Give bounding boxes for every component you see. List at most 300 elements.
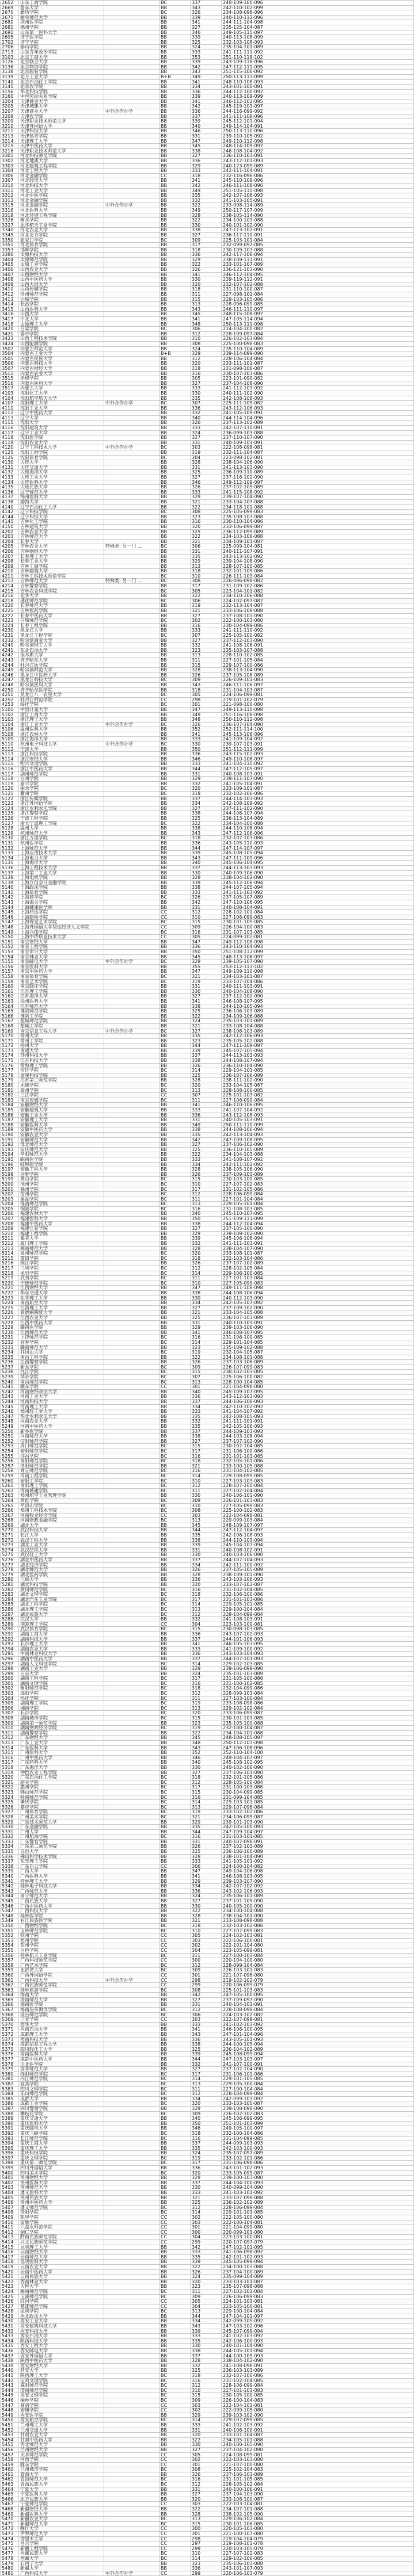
program-note-cell	[104, 1562, 159, 1568]
level-cell: CC	[159, 697, 191, 702]
table-row	[1, 292, 414, 297]
program-note-cell	[104, 771, 159, 777]
subject-scores-cell: 246-112-104-095	[222, 272, 414, 277]
program-note-cell: 中外合作办学	[104, 742, 159, 747]
school-name-cell: 广西科技大学	[19, 1978, 104, 1983]
school-code-cell: 5149	[1, 930, 19, 935]
school-name-cell: 河北环境工程学院	[19, 213, 104, 218]
subject-scores-cell: 237-109-097-090	[222, 1997, 414, 2002]
subject-scores-cell: 249-112-108-098	[222, 939, 414, 945]
level-cell: BC	[159, 979, 191, 984]
level-cell: BB	[159, 376, 191, 381]
school-name-cell: 内蒙古财经大学	[19, 366, 104, 371]
level-cell: BB	[159, 2269, 191, 2275]
program-note-cell	[104, 939, 159, 945]
table-row	[1, 811, 414, 816]
level-cell: BB	[159, 2338, 191, 2344]
school-name-cell: 重庆邮电大学	[19, 2126, 104, 2131]
table-row	[1, 2443, 414, 2448]
school-name-cell: 大理大学	[19, 2284, 104, 2290]
subject-scores-cell: 237-108-101-090	[222, 613, 414, 618]
subject-scores-cell: 234-103-101-087	[222, 974, 414, 979]
subject-scores-cell: 227-102-104-084	[222, 1488, 414, 1493]
table-row	[1, 1098, 414, 1103]
level-cell: BC	[159, 1696, 191, 1701]
program-note-cell	[104, 1231, 159, 1236]
table-row	[1, 2536, 414, 2541]
table-row	[1, 2378, 414, 2383]
school-name-cell: 南昌航空大学	[19, 1301, 104, 1306]
table-row	[1, 203, 414, 208]
score-cell: 306	[191, 2012, 222, 2017]
program-note-cell	[104, 1646, 159, 1652]
school-code-cell: 5370	[1, 2022, 19, 2027]
score-cell: 338	[191, 1538, 222, 1543]
table-row	[1, 1419, 414, 1424]
score-cell: 298	[191, 1978, 222, 1983]
score-cell: 305	[191, 2299, 222, 2304]
level-cell: BB	[159, 727, 191, 732]
school-name-cell: 湖北工程学院	[19, 1602, 104, 1607]
level-cell: BB	[159, 781, 191, 786]
score-cell: 316	[191, 1206, 222, 1211]
level-cell: BB	[159, 1997, 191, 2002]
program-note-cell	[104, 658, 159, 663]
score-cell: 313	[191, 653, 222, 658]
level-cell: BB	[159, 1063, 191, 1068]
score-cell: 334	[191, 1404, 222, 1409]
program-note-cell	[104, 905, 159, 910]
program-note-cell	[104, 1251, 159, 1256]
school-code-cell: 4202	[1, 529, 19, 534]
school-code-cell: 5333	[1, 1839, 19, 1844]
score-cell: 312	[191, 910, 222, 915]
subject-scores-cell: 233-104-105-088	[222, 1310, 414, 1316]
subject-scores-cell: 245-110-109-096	[222, 178, 414, 184]
score-cell: 333	[191, 49, 222, 55]
program-note-cell	[104, 64, 159, 70]
table-row	[1, 1048, 414, 1053]
score-cell: 333	[191, 762, 222, 767]
level-cell: BB	[159, 2566, 191, 2571]
school-code-cell: 5166	[1, 1014, 19, 1019]
program-note-cell	[104, 1612, 159, 1617]
school-code-cell: 5177	[1, 1068, 19, 1073]
school-code-cell: 5110	[1, 742, 19, 747]
program-note-cell	[104, 391, 159, 396]
school-code-cell: 5179	[1, 1078, 19, 1083]
subject-scores-cell: 229-102-106-085	[222, 2556, 414, 2561]
subject-scores-cell: 226-111-103-084	[222, 574, 414, 579]
subject-scores-cell: 227-107-102-083	[222, 2551, 414, 2556]
school-name-cell: 山西大学	[19, 312, 104, 317]
school-code-cell: 5150	[1, 935, 19, 940]
program-note-cell	[104, 1538, 159, 1543]
school-code-cell: 5405	[1, 2195, 19, 2200]
school-name-cell: 青海师范大学	[19, 2477, 104, 2482]
subject-scores-cell: 247-112-106-096	[222, 831, 414, 836]
table-row	[1, 653, 414, 658]
table-row	[1, 1602, 414, 1607]
school-code-cell: 4247	[1, 678, 19, 683]
school-name-cell: 安徽工业大学	[19, 1113, 104, 1118]
level-cell: BB	[159, 2106, 191, 2111]
program-note-cell	[104, 1686, 159, 1691]
school-code-cell: 5148	[1, 925, 19, 930]
school-name-cell: 安徽理工大学	[19, 1118, 104, 1123]
school-name-cell: 广东技术师范大学	[19, 1820, 104, 1825]
score-cell: 316	[191, 1335, 222, 1340]
school-code-cell: 5216	[1, 1261, 19, 1266]
subject-scores-cell: 241-111-111-092	[222, 49, 414, 55]
score-cell: 337	[191, 1053, 222, 1058]
program-note-cell	[104, 1261, 159, 1266]
school-name-cell: 桂林理工大学	[19, 1879, 104, 1884]
program-note-cell	[104, 386, 159, 391]
table-row	[1, 1217, 414, 1222]
level-cell: BB	[159, 1825, 191, 1830]
program-note-cell	[104, 1266, 159, 1271]
level-cell: BC	[159, 1508, 191, 1514]
level-cell: BB	[159, 1909, 191, 1914]
program-note-cell	[104, 653, 159, 658]
subject-scores-cell: 240-112-103-090	[222, 1295, 414, 1301]
school-name-cell: 安阳师范学院	[19, 1448, 104, 1454]
subject-scores-cell: 236-121-103-090	[222, 267, 414, 273]
table-row	[1, 282, 414, 287]
score-cell: 309	[191, 2398, 222, 2403]
level-cell: BB	[159, 2096, 191, 2101]
subject-scores-cell: 243-112-108-093	[222, 1113, 414, 1118]
table-row	[1, 1884, 414, 1889]
table-row	[1, 1775, 414, 1780]
program-note-cell	[104, 361, 159, 366]
school-name-cell: 天津职业技术师范大学	[19, 148, 104, 154]
table-row	[1, 2284, 414, 2290]
level-cell: BB	[159, 2319, 191, 2324]
subject-scores-cell: 240-101-104-090	[222, 2344, 414, 2349]
level-cell: BB	[159, 1528, 191, 1533]
program-note-cell	[104, 1696, 159, 1701]
school-code-cell: 4112	[1, 411, 19, 416]
level-cell: BB	[159, 1572, 191, 1577]
level-cell: CC	[159, 925, 191, 930]
score-cell: 320	[191, 524, 222, 529]
program-note-cell	[104, 2359, 159, 2364]
subject-scores-cell: 245-112-101-094	[222, 119, 414, 124]
level-cell: BB	[159, 49, 191, 55]
school-code-cell: 5135	[1, 861, 19, 866]
level-cell: BC	[159, 1790, 191, 1795]
program-note-cell	[104, 1716, 159, 1721]
school-name-cell: 上海电机学院	[19, 876, 104, 881]
school-name-cell: 河南中医药大学	[19, 1424, 104, 1430]
table-row	[1, 643, 414, 648]
level-cell: BC	[159, 2418, 191, 2423]
score-cell: 337	[191, 1400, 222, 1405]
level-cell: BB	[159, 767, 191, 772]
subject-scores-cell: 233-107-104-086	[222, 979, 414, 984]
program-note-cell	[104, 1335, 159, 1340]
score-cell: 342	[191, 2245, 222, 2250]
school-code-cell: 3301	[1, 154, 19, 159]
program-note-cell	[104, 435, 159, 441]
school-name-cell: 河南财经政法大学	[19, 1389, 104, 1394]
score-cell: 302	[191, 2457, 222, 2463]
school-name-cell: 延安大学	[19, 2368, 104, 2374]
score-cell: 334	[191, 1562, 222, 1568]
subject-scores-cell: 225-102-104-083	[222, 2467, 414, 2472]
program-note-cell	[104, 2413, 159, 2418]
subject-scores-cell: 249-105-100-097	[222, 2126, 414, 2131]
school-name-cell: 长治学院	[19, 302, 104, 307]
school-name-cell: 郑州航空工业管理学院	[19, 1493, 104, 1499]
program-note-cell	[104, 1899, 159, 1904]
program-note-cell	[104, 1948, 159, 1953]
school-code-cell: 4241	[1, 648, 19, 653]
school-code-cell: 5186	[1, 1113, 19, 1118]
subject-scores-cell: 242-108-109-092	[222, 801, 414, 807]
program-note-cell	[104, 2374, 159, 2379]
program-note-cell	[104, 1137, 159, 1142]
program-note-cell	[104, 895, 159, 900]
score-cell: 326	[191, 1844, 222, 1849]
level-cell: BC	[159, 1083, 191, 1088]
subject-scores-cell: 250-113-110-096	[222, 129, 414, 134]
subject-scores-cell: 222-104-101-081	[222, 2403, 414, 2408]
score-cell: 304	[191, 1948, 222, 1953]
score-cell: 299	[191, 1983, 222, 1988]
school-code-cell: 4117	[1, 430, 19, 435]
level-cell: BB	[159, 994, 191, 999]
school-code-cell: 5374	[1, 2042, 19, 2047]
program-note-cell	[104, 920, 159, 925]
table-row	[1, 1913, 414, 1918]
score-cell: 301	[191, 702, 222, 708]
table-row	[1, 2294, 414, 2299]
program-note-cell	[104, 415, 159, 421]
program-note-cell: 中外合作办学	[104, 1029, 159, 1034]
program-note-cell	[104, 49, 159, 55]
school-name-cell: 长春中医药大学	[19, 613, 104, 618]
program-note-cell	[104, 1874, 159, 1879]
school-name-cell: 西南医科大学	[19, 2052, 104, 2057]
table-row	[1, 598, 414, 603]
program-note-cell	[104, 2047, 159, 2052]
school-name-cell: 通化师范学院	[19, 598, 104, 603]
school-code-cell: 5317	[1, 1760, 19, 1765]
program-note-cell	[104, 2472, 159, 2477]
school-name-cell: 山西医科大学	[19, 307, 104, 312]
score-cell: 312	[191, 2482, 222, 2487]
school-name-cell: 南昌师范学院	[19, 1379, 104, 1385]
subject-scores-cell: 236-099-103-088	[222, 430, 414, 435]
score-cell: 332	[191, 1419, 222, 1424]
score-cell: 335	[191, 1424, 222, 1430]
program-note-cell	[104, 697, 159, 702]
score-cell: 314	[191, 1271, 222, 1276]
level-cell: BB	[159, 796, 191, 801]
school-name-cell: 西安科技大学	[19, 2329, 104, 2334]
school-code-cell: 4213	[1, 579, 19, 584]
school-code-cell: 5163	[1, 999, 19, 1004]
table-row	[1, 747, 414, 752]
score-cell: 324	[191, 346, 222, 351]
school-code-cell: 3140	[1, 79, 19, 85]
school-name-cell: 渤海大学	[19, 499, 104, 505]
score-cell: 320	[191, 1583, 222, 1588]
score-cell: 309	[191, 1968, 222, 1973]
program-note-cell	[104, 193, 159, 198]
subject-scores-cell: 239-103-107-090	[222, 1879, 414, 1884]
level-cell: BC	[159, 1068, 191, 1073]
table-row	[1, 2180, 414, 2185]
school-name-cell: 河北北方学院	[19, 232, 104, 238]
subject-scores-cell: 226-109-101-083	[222, 678, 414, 683]
subject-scores-cell: 246-111-110-097	[222, 307, 414, 312]
level-cell: BB	[159, 2141, 191, 2146]
school-name-cell: 武汉轻工大学	[19, 1553, 104, 1558]
program-note-cell	[104, 1834, 159, 1840]
score-cell: 321	[191, 2195, 222, 2200]
school-name-cell: 淮阴工学院	[19, 1014, 104, 1019]
school-code-cell: 5356	[1, 1953, 19, 1958]
level-cell: BC	[159, 2294, 191, 2299]
table-row	[1, 2210, 414, 2215]
score-cell: 333	[191, 169, 222, 174]
subject-scores-cell: 222-103-103-080	[222, 2457, 414, 2463]
school-code-cell: 3208	[1, 114, 19, 119]
score-cell: 341	[191, 1642, 222, 1647]
table-row	[1, 693, 414, 698]
program-note-cell	[104, 2467, 159, 2472]
school-name-cell: 上海体育学院	[19, 890, 104, 895]
level-cell: BB	[159, 954, 191, 960]
program-note-cell	[104, 1721, 159, 1726]
school-name-cell: 遵义医科大学	[19, 2191, 104, 2196]
program-note-cell	[104, 1122, 159, 1128]
score-cell: 306	[191, 327, 222, 332]
subject-scores-cell: 242-105-107-092	[222, 1301, 414, 1306]
school-code-cell: 5214	[1, 1251, 19, 1256]
score-cell: 310	[191, 915, 222, 920]
school-code-cell: 3507	[1, 366, 19, 371]
level-cell: BB	[159, 1631, 191, 1637]
table-row	[1, 1780, 414, 1785]
program-note-cell	[104, 2279, 159, 2284]
school-code-cell: 5262	[1, 1488, 19, 1493]
table-row	[1, 327, 414, 332]
program-note-cell	[104, 2220, 159, 2225]
table-row	[1, 554, 414, 559]
school-code-cell: 5433	[1, 2334, 19, 2339]
level-cell: BB	[159, 1434, 191, 1439]
school-code-cell: 5427	[1, 2304, 19, 2309]
table-row	[1, 762, 414, 767]
table-row	[1, 1093, 414, 1098]
program-note-cell	[104, 1305, 159, 1310]
subject-scores-cell: 235-103-101-089	[222, 1019, 414, 1024]
table-row	[1, 1023, 414, 1029]
school-name-cell: 楚雄师范学院	[19, 2304, 104, 2309]
school-name-cell: 德州学院	[19, 25, 104, 30]
score-cell: 328	[191, 1246, 222, 1251]
school-code-cell: 5199	[1, 1177, 19, 1182]
score-cell: 341	[191, 317, 222, 322]
school-code-cell: 5106	[1, 727, 19, 732]
level-cell: BB	[159, 2002, 191, 2008]
program-note-cell	[104, 1132, 159, 1137]
school-name-cell: 信阳师范学院	[19, 1439, 104, 1444]
table-row	[1, 1751, 414, 1756]
table-row	[1, 925, 414, 930]
table-row	[1, 2289, 414, 2294]
level-cell: BB	[159, 272, 191, 277]
program-note-cell: 中外合作办学	[104, 722, 159, 727]
program-note-cell	[104, 1414, 159, 1419]
program-note-cell	[104, 1192, 159, 1197]
school-name-cell: 桂林航天工业学院	[19, 1953, 104, 1958]
table-row	[1, 584, 414, 589]
score-cell: 312	[191, 1612, 222, 1617]
school-name-cell: 大连交通大学	[19, 465, 104, 470]
school-name-cell: 上海健康医学院	[19, 905, 104, 910]
level-cell: CC	[159, 2571, 191, 2576]
program-note-cell	[104, 524, 159, 529]
level-cell: BC	[159, 2521, 191, 2527]
subject-scores-cell: 228-106-104-084	[222, 356, 414, 361]
program-note-cell	[104, 2151, 159, 2156]
level-cell: BB	[159, 277, 191, 282]
program-note-cell	[104, 1810, 159, 1815]
table-row	[1, 2561, 414, 2566]
level-cell: BC	[159, 455, 191, 460]
school-name-cell: 池州学院	[19, 1182, 104, 1187]
program-note-cell	[104, 618, 159, 624]
program-note-cell	[104, 213, 159, 218]
level-cell: BC	[159, 1691, 191, 1696]
school-name-cell: 铜陵学院	[19, 1206, 104, 1211]
school-code-cell: 4210	[1, 569, 19, 574]
program-note-cell	[104, 1780, 159, 1785]
table-row	[1, 954, 414, 960]
score-cell: 337	[191, 1, 222, 6]
subject-scores-cell: 237-104-102-090	[222, 2447, 414, 2452]
school-name-cell: 莆田学院	[19, 1256, 104, 1261]
table-row	[1, 1439, 414, 1444]
school-code-cell: 5406	[1, 2200, 19, 2206]
school-code-cell: 5176	[1, 1063, 19, 1068]
table-row	[1, 2566, 414, 2571]
school-code-cell: 4252	[1, 697, 19, 702]
level-cell: BB	[159, 148, 191, 154]
subject-scores-cell: 238-102-105-090	[222, 2512, 414, 2517]
school-code-cell: 4216	[1, 594, 19, 599]
school-code-cell: 3416	[1, 312, 19, 317]
subject-scores-cell: 230-102-104-085	[222, 1444, 414, 1449]
table-row	[1, 1879, 414, 1884]
level-cell: BB	[159, 1038, 191, 1044]
subject-scores-cell: 247-112-105-097	[222, 767, 414, 772]
school-name-cell: 上海工程技术大学	[19, 865, 104, 870]
score-cell: 308	[191, 341, 222, 346]
level-cell: BC	[159, 1484, 191, 1489]
program-note-cell	[104, 2378, 159, 2383]
table-row	[1, 1721, 414, 1726]
program-note-cell	[104, 1078, 159, 1083]
table-row	[1, 2239, 414, 2245]
program-note-cell	[104, 148, 159, 154]
